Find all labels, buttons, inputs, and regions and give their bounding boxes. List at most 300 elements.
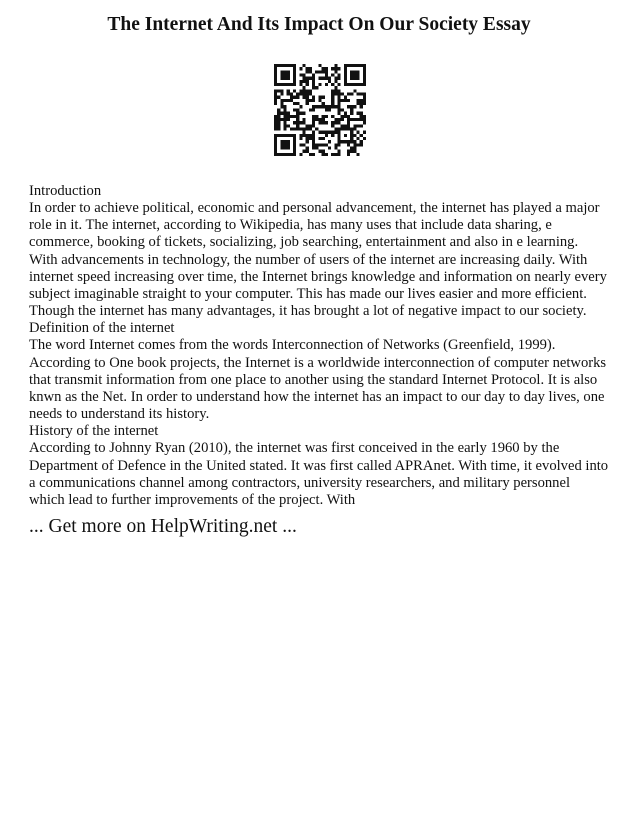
qr-module [350,137,353,140]
qr-module [334,143,337,146]
qr-module [328,108,331,111]
qr-module [299,134,302,137]
section-heading-definition: Definition of the internet [29,320,175,337]
qr-module [284,118,287,121]
qr-module [277,124,280,127]
qr-module [356,131,359,134]
qr-module [347,83,350,86]
qr-module [293,121,296,124]
qr-module [306,127,309,130]
qr-module [280,77,283,80]
qr-module [274,83,277,86]
qr-module [296,115,299,118]
qr-module [334,93,337,96]
qr-module [274,80,277,83]
qr-module [277,121,280,124]
qr-module [334,64,337,67]
qr-module [347,121,350,124]
qr-module [280,112,283,115]
qr-module [299,137,302,140]
qr-module [293,102,296,105]
qr-module [287,146,290,149]
qr-module [322,115,325,118]
qr-module [363,99,366,102]
qr-module [277,153,280,156]
section-heading-introduction: Introduction [29,183,102,199]
qr-module [309,70,312,73]
qr-module [312,140,315,143]
qr-module [337,153,340,156]
qr-module [315,86,318,89]
qr-module [334,67,337,70]
qr-module [347,105,350,108]
qr-module [341,124,344,127]
qr-module [363,96,366,99]
qr-module [299,80,302,83]
qr-module [363,118,366,121]
qr-module [318,83,321,86]
qr-module [356,118,359,121]
qr-module [350,146,353,149]
qr-module [312,86,315,89]
qr-module [318,64,321,67]
qr-module [306,70,309,73]
qr-module [277,64,280,67]
qr-module [331,134,334,137]
qr-module [306,83,309,86]
qr-module [353,74,356,77]
qr-module [315,118,318,121]
qr-module [280,74,283,77]
qr-module [277,89,280,92]
qr-module [356,143,359,146]
qr-module [353,150,356,153]
qr-module [334,86,337,89]
qr-module [312,153,315,156]
qr-module [360,134,363,137]
qr-module [322,96,325,99]
qr-module [274,121,277,124]
qr-module [350,77,353,80]
qr-module [344,96,347,99]
qr-module [341,93,344,96]
qr-module [325,70,328,73]
qr-module [350,140,353,143]
qr-module [331,121,334,124]
qr-module [331,74,334,77]
qr-module [325,115,328,118]
qr-module [280,70,283,73]
qr-module [306,146,309,149]
qr-module [274,137,277,140]
qr-module [277,127,280,130]
qr-module [356,74,359,77]
qr-module [341,99,344,102]
qr-module [337,134,340,137]
qr-module [360,112,363,115]
qr-module [284,105,287,108]
qr-module [312,143,315,146]
qr-module [293,134,296,137]
qr-module [287,112,290,115]
qr-module [309,108,312,111]
qr-module [303,80,306,83]
qr-module [356,64,359,67]
qr-module [306,93,309,96]
qr-module [337,140,340,143]
qr-module [296,124,299,127]
qr-module [344,64,347,67]
qr-module [274,140,277,143]
qr-module [293,115,296,118]
qr-module [296,108,299,111]
qr-module [309,124,312,127]
qr-module [274,77,277,80]
qr-module [306,77,309,80]
qr-module [280,102,283,105]
qr-module [309,134,312,137]
qr-module [337,105,340,108]
qr-module [353,83,356,86]
qr-module [274,70,277,73]
qr-module [277,118,280,121]
qr-module [344,134,347,137]
qr-module [322,105,325,108]
document-title: The Internet And Its Impact On Our Society Essay [107,14,531,35]
qr-module [341,140,344,143]
qr-module [274,124,277,127]
qr-module [347,143,350,146]
qr-module [290,96,293,99]
qr-module [363,137,366,140]
qr-module [287,70,290,73]
qr-module [325,153,328,156]
qr-module [347,127,350,130]
qr-module [293,96,296,99]
qr-module [337,118,340,121]
qr-module [334,77,337,80]
qr-module [312,77,315,80]
qr-module [296,102,299,105]
qr-module [290,93,293,96]
qr-module [280,89,283,92]
qr-module [274,96,277,99]
qr-module [303,112,306,115]
qr-module [322,67,325,70]
qr-module [350,70,353,73]
qr-module [347,124,350,127]
qr-module [284,70,287,73]
qr-module [306,89,309,92]
qr-module [337,67,340,70]
qr-module [309,67,312,70]
qr-module [293,150,296,153]
qr-module [322,118,325,121]
qr-module [274,99,277,102]
qr-module [284,153,287,156]
qr-module [322,70,325,73]
qr-module [363,102,366,105]
qr-module [322,137,325,140]
qr-module [350,131,353,134]
qr-module [287,99,290,102]
qr-module [284,143,287,146]
paragraph-definition: The word Internet comes from the words Interconnection of Networks (Greenfield, 1999). According to One book projects, the Internet is a worldwide interconnection of computer networks that transmit information from one place to another using the standard Internet Protocol. It is also knwn as the Net. In order to understand how the internet has an impact to our day to day lives, one needs to understand its history. [29,337,607,423]
paragraph-introduction: In order to achieve political, economic and personal advancement, the internet has played a major role in it. The internet, according to Wikipedia, has many uses that include data sharing, e commerce, booking of tickets, socializing, job searching, entertainment and also in e learning. With advancements in technology, the number of users of the internet are increasing daily. With internet speed increasing over time, the Internet brings knowledge and information on nearly every subject imaginable straight to your computer. This has made our lives easier and more efficient. Though the internet has many advantages, it has brought a lot of negative impact to our society. [29,200,607,320]
qr-module [312,146,315,149]
qr-module [344,77,347,80]
qr-module [274,67,277,70]
qr-module [274,93,277,96]
qr-module [315,146,318,149]
qr-module [284,108,287,111]
qr-module [299,153,302,156]
qr-module [315,143,318,146]
qr-module [287,64,290,67]
qr-module [337,112,340,115]
qr-module [287,77,290,80]
qr-module [312,99,315,102]
qr-module [356,93,359,96]
qr-module [334,89,337,92]
qr-module [293,70,296,73]
qr-module [353,140,356,143]
qr-module [328,77,331,80]
qr-module [280,140,283,143]
qr-module [293,108,296,111]
qr-module [312,137,315,140]
qr-module [337,108,340,111]
qr-module [287,74,290,77]
qr-module [331,93,334,96]
qr-module [318,105,321,108]
qr-module [353,64,356,67]
qr-module [344,83,347,86]
qr-module [350,93,353,96]
qr-module [293,127,296,130]
qr-module [337,83,340,86]
qr-module [299,112,302,115]
qr-module [303,96,306,99]
qr-module [334,118,337,121]
qr-module [309,89,312,92]
qr-module [296,96,299,99]
qr-module [353,105,356,108]
qr-module [325,77,328,80]
qr-module [360,124,363,127]
qr-module [299,127,302,130]
qr-module [293,77,296,80]
qr-module [334,80,337,83]
qr-module [287,89,290,92]
qr-module [284,99,287,102]
get-more-link[interactable]: ... Get more on HelpWriting.net ... [29,516,297,537]
qr-module [337,150,340,153]
qr-module [347,118,350,121]
qr-module [287,153,290,156]
qr-module [299,121,302,124]
paragraph-history: According to Johnny Ryan (2010), the internet was first conceived in the early 1960 by the Department of Defence in the United stated. It was first called APRAnet. With time, it evolved into a communications channel among contractors, university researchers, and military personnel which lead to further improvements of the project. With [29,440,609,508]
qr-module [363,64,366,67]
qr-module [303,86,306,89]
qr-module [331,131,334,134]
qr-module [277,83,280,86]
qr-module [318,150,321,153]
qr-module [363,70,366,73]
qr-module [344,124,347,127]
qr-module [325,74,328,77]
qr-module [277,96,280,99]
qr-module [312,118,315,121]
qr-module [334,121,337,124]
qr-module [347,153,350,156]
qr-module [363,93,366,96]
qr-module [284,140,287,143]
qr-module [312,80,315,83]
qr-module [315,70,318,73]
qr-module [331,96,334,99]
qr-module [350,83,353,86]
qr-module [347,99,350,102]
qr-module [363,131,366,134]
qr-module [341,115,344,118]
qr-module [337,77,340,80]
qr-module [363,77,366,80]
qr-module [325,105,328,108]
qr-module [356,77,359,80]
qr-module [306,137,309,140]
qr-module [318,131,321,134]
qr-module [284,74,287,77]
qr-module [290,83,293,86]
qr-module [312,115,315,118]
qr-module [318,118,321,121]
qr-module [341,118,344,121]
qr-module [331,99,334,102]
qr-module [334,127,337,130]
essay-body [29,183,609,509]
qr-module [309,127,312,130]
qr-module [337,102,340,105]
qr-module [284,115,287,118]
qr-module [347,150,350,153]
qr-module [287,140,290,143]
qr-module [303,131,306,134]
section-heading-history: History of the internet [29,423,159,440]
qr-module [328,140,331,143]
qr-module [356,153,359,156]
qr-module [331,67,334,70]
qr-module [334,153,337,156]
qr-module [360,143,363,146]
qr-module [312,121,315,124]
qr-module [325,83,328,86]
qr-module [337,121,340,124]
qr-module [337,137,340,140]
qr-module [280,143,283,146]
qr-module [299,105,302,108]
qr-module [337,89,340,92]
qr-module [344,127,347,130]
qr-module [344,115,347,118]
qr-module [280,64,283,67]
qr-module [293,143,296,146]
qr-module [284,77,287,80]
qr-module [353,118,356,121]
qr-module [318,143,321,146]
qr-module [274,150,277,153]
qr-module [280,99,283,102]
qr-module [299,83,302,86]
qr-module [318,96,321,99]
qr-module [303,134,306,137]
qr-module [309,99,312,102]
qr-module [331,83,334,86]
qr-module [318,77,321,80]
qr-module [337,74,340,77]
qr-module [331,115,334,118]
qr-module [315,105,318,108]
qr-module [337,127,340,130]
qr-module [274,118,277,121]
qr-module [277,134,280,137]
qr-module [280,93,283,96]
qr-module [299,93,302,96]
qr-module [341,108,344,111]
qr-module [350,105,353,108]
qr-module [344,70,347,73]
qr-module [306,80,309,83]
qr-module [318,121,321,124]
qr-module [337,96,340,99]
qr-module [290,134,293,137]
qr-module [356,137,359,140]
qr-module [293,89,296,92]
qr-module [312,105,315,108]
qr-module [360,64,363,67]
qr-module [274,146,277,149]
qr-module [360,102,363,105]
qr-module [322,153,325,156]
qr-module [296,121,299,124]
qr-module [322,102,325,105]
qr-module [303,143,306,146]
qr-module [303,64,306,67]
qr-module [325,134,328,137]
qr-module [328,146,331,149]
qr-module [296,93,299,96]
qr-module [353,124,356,127]
qr-module [306,99,309,102]
qr-module [360,105,363,108]
qr-module [303,93,306,96]
qr-module [331,153,334,156]
qr-module [318,137,321,140]
qr-module [341,127,344,130]
qr-module [363,83,366,86]
qr-module [322,77,325,80]
qr-module [303,121,306,124]
qr-module [290,153,293,156]
qr-module [293,140,296,143]
qr-module [325,121,328,124]
qr-module [363,74,366,77]
qr-module [344,74,347,77]
qr-module [274,89,277,92]
qr-module [350,118,353,121]
qr-module [322,131,325,134]
qr-module [277,112,280,115]
